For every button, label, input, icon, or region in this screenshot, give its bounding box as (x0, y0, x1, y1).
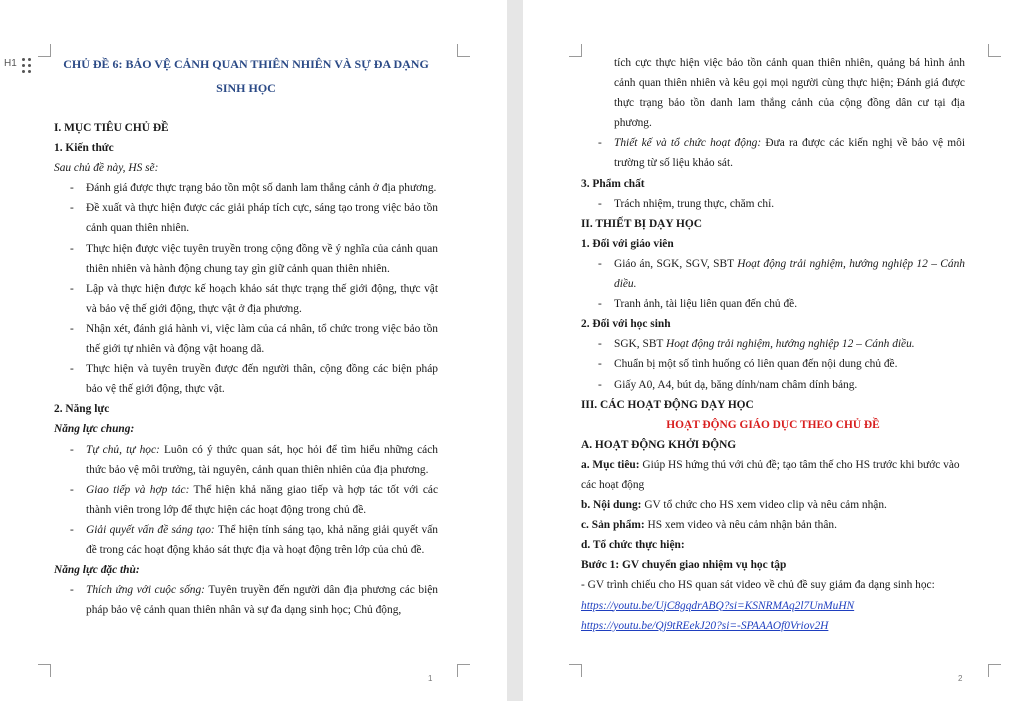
list-item: - Lập và thực hiện được kế hoạch khảo sát thực trạng thế giới động, thực vật và bảo vệ thế giới động, thực vật ở địa phương. (70, 282, 438, 315)
general-label: Năng lực chung: (54, 423, 135, 436)
list-item: - Trách nhiệm, trung thực, chăm chỉ. (598, 197, 775, 210)
list-item: - Giáo án, SGK, SGV, SBT Hoạt động trải nghiệm, hướng nghiệp 12 – Cánh diều. (598, 257, 965, 291)
page1-body (54, 50, 438, 620)
document-title: CHỦ ĐỀ 6: BẢO VỆ CẢNH QUAN THIÊN NHIÊN VÀ SỰ ĐA DẠNG (63, 57, 429, 71)
drag-handle-icon[interactable] (22, 58, 34, 74)
subsection-heading: 3. Phẩm chất (581, 177, 645, 190)
subsection-heading: 2. Năng lực (54, 403, 110, 416)
specific-list (54, 580, 438, 620)
organization-heading: d. Tổ chức thực hiện: (581, 539, 685, 552)
heading-style-marker: H1 (4, 58, 17, 69)
list-item-continuation: tích cực thực hiện việc bảo tồn cảnh quan thiên nhiên, quảng bá hình ảnh cảnh quan thiên nhiên và kêu gọi mọi người cùng thực hiện; Đánh giá được thực trạng bảo tồn danh lam thắng cảnh của cộng đồng dân cư tại địa phương. (614, 57, 965, 130)
video-link-1[interactable]: https://youtu.be/UjC8gqdrABQ?si=KSNRMAq2l7UnMuHN (581, 599, 855, 612)
subsection-heading: 2. Đối với học sinh (581, 318, 671, 331)
activity-heading: HOẠT ĐỘNG GIÁO DỤC THEO CHỦ ĐỀ (666, 418, 880, 431)
list-item: - Tranh ảnh, tài liệu liên quan đến chủ đề. (598, 298, 798, 311)
crop-mark (457, 664, 470, 677)
qualities-list (581, 194, 965, 214)
list-item: - Thích ứng với cuộc sống: Tuyên truyền đến người dân địa phương các biện pháp bảo vệ cảnh quan thiên nhân và sự đa dạng sinh học; Chủ động, (70, 584, 438, 617)
subsection-heading: 1. Kiến thức (54, 142, 114, 155)
list-item: - SGK, SBT Hoạt động trải nghiệm, hướng nghiệp 12 – Cánh diều. (598, 338, 915, 351)
crop-mark (988, 664, 1001, 677)
subsection-heading: 1. Đối với giáo viên (581, 237, 674, 250)
continuation-list (581, 53, 965, 174)
list-item: - Đề xuất và thực hiện được các giải pháp tích cực, sáng tạo trong việc bảo tồn cảnh quan thiên nhiên. (70, 202, 438, 235)
specific-label: Năng lực đặc thù: (54, 564, 140, 577)
page-number: 2 (958, 674, 963, 683)
crop-mark (38, 44, 51, 57)
list-item: - Thiết kế và tổ chức hoạt động: Đưa ra được các kiến nghị về bảo vệ môi trường từ số liệu khảo sát. (598, 137, 965, 170)
section-heading: I. MỤC TIÊU CHỦ ĐỀ (54, 122, 169, 134)
general-list (54, 440, 438, 561)
list-item: - Chuẩn bị một số tình huống có liên quan đến nội dung chủ đề. (598, 358, 898, 371)
product-paragraph: c. Sản phẩm: HS xem video và nêu cảm nhận bản thân. (581, 519, 837, 532)
list-item: - Nhận xét, đánh giá hành vi, việc làm của cá nhân, tổ chức trong việc bảo tồn thế giới tự nhiên và động vật hoang dã. (70, 322, 438, 356)
document-title-line2: SINH HỌC (216, 81, 276, 95)
content-paragraph: b. Nội dung: GV tổ chức cho HS xem video clip và nêu cảm nhận. (581, 499, 887, 512)
intro-text: Sau chủ đề này, HS sẽ: (54, 162, 159, 175)
document-page-2 (523, 0, 1030, 701)
document-page-1 (0, 0, 507, 701)
goal-paragraph: a. Mục tiêu: Giúp HS hứng thú với chủ đề; tạo tâm thế cho HS trước khi bước vào các hoạt động (581, 458, 960, 491)
list-item: - Thực hiện và tuyên truyền được đến người thân, cộng đồng các biện pháp bảo vệ thế giới động, thực vật. (70, 363, 438, 396)
section-heading: III. CÁC HOẠT ĐỘNG DẠY HỌC (581, 398, 754, 411)
crop-mark (457, 44, 470, 57)
activity-a-heading: A. HOẠT ĐỘNG KHỞI ĐỘNG (581, 438, 737, 451)
list-item: - Giao tiếp và hợp tác: Thể hiện khả năng giao tiếp và hợp tác tốt với các thành viên trong lớp để thực hiện các hoạt động trong chủ đề. (70, 483, 438, 516)
list-item: - Đánh giá được thực trạng bảo tồn một số danh lam thắng cảnh ở địa phương. (70, 182, 437, 195)
list-item: - Giấy A0, A4, bút dạ, băng dính/nam châm dính bảng. (598, 378, 858, 391)
list-item: - Giải quyết vấn đề sáng tạo: Thể hiện tính sáng tạo, khả năng giải quyết vấn đề trong các hoạt động khảo sát thực địa và hoạt động trên lớp của chủ đề. (70, 523, 438, 556)
knowledge-list (54, 178, 438, 399)
crop-mark (38, 664, 51, 677)
step-text: - GV trình chiếu cho HS quan sát video về chủ đề suy giảm đa dạng sinh học: (581, 579, 935, 592)
section-heading: II. THIẾT BỊ DẠY HỌC (581, 217, 703, 230)
list-item: - Tự chủ, tự học: Luôn có ý thức quan sát, học hỏi để tìm hiểu những cách thức bảo vệ môi trường, tài nguyên, cảnh quan thiên nhiên của địa phương. (70, 443, 438, 476)
step-heading: Bước 1: GV chuyển giao nhiệm vụ học tập (581, 559, 787, 572)
list-item: - Thực hiện được việc tuyên truyền trong cộng đồng về ý nghĩa của cảnh quan thiên nhiên và hành động chung tay gìn giữ cảnh quan thiên nhiên. (70, 242, 438, 275)
crop-mark (569, 664, 582, 677)
page-number: 1 (428, 674, 433, 683)
video-link-2[interactable]: https://youtu.be/Qj9tREekJ20?si=-SPAAAOf0Vriov2H (581, 619, 829, 632)
crop-mark (988, 44, 1001, 57)
teacher-list (581, 254, 965, 314)
page2-body (581, 53, 965, 636)
student-list (581, 334, 965, 394)
page-gutter (507, 0, 523, 701)
